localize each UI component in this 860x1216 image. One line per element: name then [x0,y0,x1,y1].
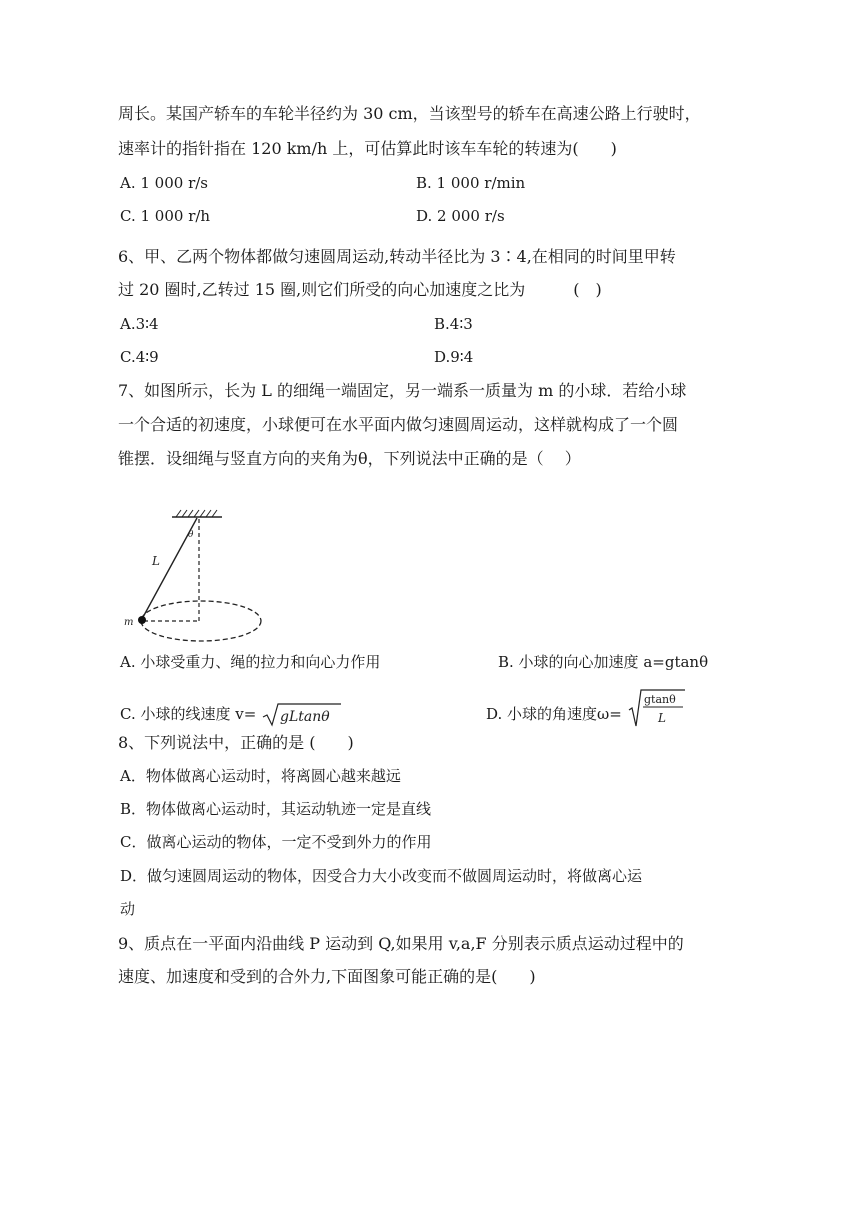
q9-line-1: 9、质点在一平面内沿曲线 P 运动到 Q,如果用 v,a,F 分别表示质点运动过程中的 [118,934,684,953]
q7-line-1: 7、如图所示，长为 L 的细绳一端固定，另一端系一质量为 m 的小球．若给小球 [118,381,687,400]
q8-option-d-line-1[interactable]: D．做匀速圆周运动的物体，因受合力大小改变而不做圆周运动时，将做离心运 [120,867,643,885]
q7-line-3: 锥摆．设细绳与竖直方向的夹角为θ，下列说法中正确的是（ ） [118,449,581,468]
sqrt-gtan-over-l-formula [627,688,687,728]
q6-option-a[interactable]: A.3∶4 [120,315,159,333]
q6-line-1: 6、甲、乙两个物体都做匀速圆周运动,转动半径比为 3∶4,在相同的时间里甲转 [118,247,676,266]
q8-option-c[interactable]: C．做离心运动的物体，一定不受到外力的作用 [120,833,432,851]
q6-line-2: 过 20 圈时,乙转过 15 圈,则它们所受的向心加速度之比为 ( ) [118,280,602,299]
figure-label-l: L [152,554,160,568]
q5-option-d[interactable]: D. 2 000 r/s [416,207,505,225]
q9-line-2: 速度、加速度和受到的合外力,下面图象可能正确的是( ) [118,967,536,986]
q8-option-d-line-2: 动 [120,900,136,918]
conical-pendulum-figure [120,505,270,645]
sqrt-gltan-formula [261,702,343,728]
q5-option-b[interactable]: B. 1 000 r/min [416,174,526,192]
q7-option-b[interactable]: B. 小球的向心加速度 a=gtanθ [498,653,709,671]
q7-option-d[interactable] [486,693,687,728]
q7-line-2: 一个合适的初速度，小球便可在水平面内做匀速圆周运动，这样就构成了一个圆 [118,415,679,434]
q8-option-b[interactable]: B．物体做离心运动时，其运动轨迹一定是直线 [120,800,432,818]
q8-option-a[interactable]: A．物体做离心运动时，将离圆心越来越远 [120,767,401,785]
svg-text:gLtanθ: gLtanθ [280,709,330,725]
q5-line-2: 速率计的指针指在 120 km/h 上，可估算此时该车车轮的转速为( ) [118,139,617,158]
q5-option-a[interactable]: A. 1 000 r/s [120,174,209,192]
q7-option-c-label: C. 小球的线速度 v= [120,705,257,723]
q5-line-1: 周长。某国产轿车的车轮半径约为 30 cm，当该型号的轿车在高速公路上行驶时， [118,104,701,123]
q7-option-c[interactable] [120,702,343,728]
q5-option-c[interactable]: C. 1 000 r/h [120,207,211,225]
q6-option-d[interactable]: D.9∶4 [434,348,474,366]
q6-option-c[interactable]: C.4∶9 [120,348,159,366]
figure-label-m: m [124,617,134,628]
svg-text:L: L [657,711,666,725]
q7-option-d-label: D. 小球的角速度ω= [486,705,622,723]
svg-text:gtanθ: gtanθ [643,693,676,706]
q6-option-b[interactable]: B.4∶3 [434,315,473,333]
q7-option-a[interactable]: A. 小球受重力、绳的拉力和向心力作用 [120,653,381,671]
figure-label-theta: θ [188,530,194,540]
q8-stem: 8、下列说法中，正确的是 ( ) [118,733,354,752]
ball-icon [138,616,146,624]
